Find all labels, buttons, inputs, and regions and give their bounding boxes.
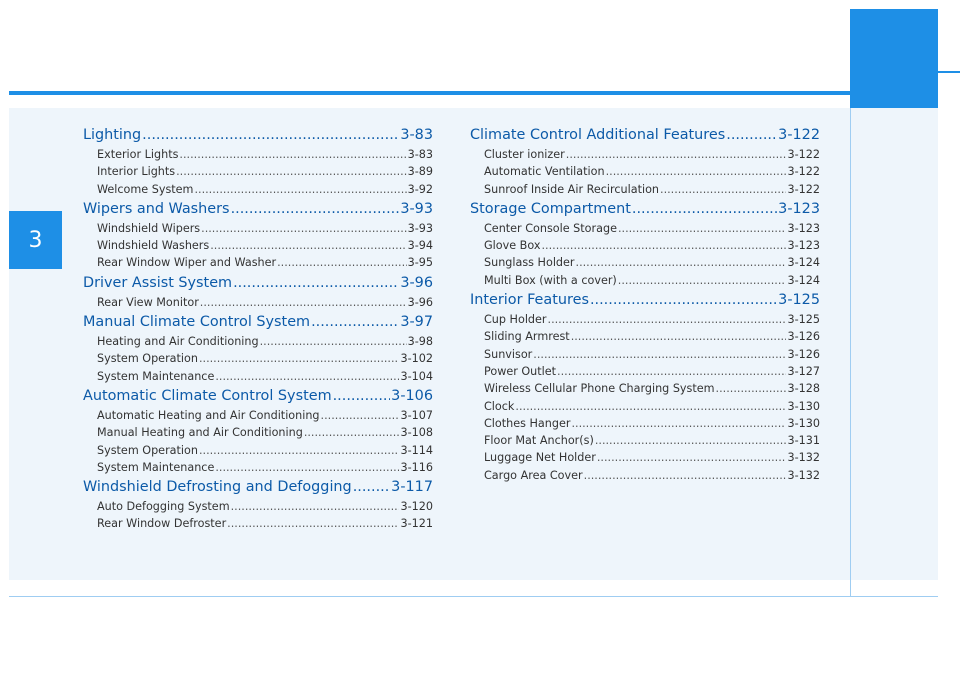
toc-subsection-entry[interactable] (83, 254, 433, 271)
toc-entry-title: Clothes Hanger (484, 416, 571, 430)
toc-subsection-entry[interactable] (470, 449, 820, 466)
toc-entry-page: 3-102 (400, 352, 433, 366)
dot-leader (576, 254, 787, 271)
toc-subsection-entry[interactable] (83, 368, 433, 385)
toc-entry-title: Rear Window Defroster (97, 517, 227, 531)
toc-entry-title: Cup Holder (484, 313, 547, 327)
toc-entry-title: Windshield Washers (97, 239, 210, 253)
toc-entry-title: Sunvisor (484, 347, 533, 361)
toc-entry-title: System Maintenance (97, 369, 215, 383)
toc-subsection-entry[interactable] (470, 380, 820, 397)
toc-entry-title: Rear View Monitor (97, 295, 199, 309)
toc-entry-page: 3-124 (787, 256, 820, 270)
toc-section-entry[interactable] (470, 124, 820, 146)
toc-entry-title: Exterior Lights (97, 148, 179, 161)
dot-leader (618, 220, 787, 237)
dot-leader (142, 124, 399, 146)
dot-leader (595, 432, 787, 449)
toc-subsection-entry[interactable] (470, 272, 820, 289)
toc-entry-page: 3-122 (787, 182, 820, 196)
dot-leader (660, 181, 786, 198)
toc-entry-title: Automatic Ventilation (484, 165, 605, 179)
toc-entry-page: 3-130 (787, 399, 820, 413)
toc-entry-title: System Operation (97, 443, 198, 457)
dot-leader (557, 363, 786, 380)
toc-entry-title: System Operation (97, 352, 198, 366)
toc-subsection-entry[interactable] (470, 346, 820, 363)
toc-entry-page: 3-106 (391, 387, 433, 404)
toc-entry-page: 3-125 (778, 292, 820, 309)
toc-entry-title: Cargo Area Cover (484, 468, 583, 482)
dot-leader (541, 237, 786, 254)
toc-subsection-entry[interactable] (83, 146, 433, 163)
dot-leader (210, 237, 406, 254)
dot-leader (176, 163, 406, 180)
toc-entry-page: 3-83 (407, 148, 433, 161)
toc-subsection-entry[interactable] (470, 328, 820, 345)
toc-section-entry[interactable] (470, 198, 820, 220)
dot-leader (200, 294, 407, 311)
dot-leader (227, 515, 399, 532)
dot-leader (606, 163, 787, 180)
toc-entry-page: 3-123 (787, 221, 820, 235)
toc-entry-page: 3-83 (400, 127, 433, 143)
toc-entry-title: Rear Window Wiper and Washer (97, 256, 277, 270)
dot-leader (515, 398, 786, 415)
toc-subsection-entry[interactable] (470, 254, 820, 271)
toc-entry-title: System Maintenance (97, 460, 215, 474)
toc-entry-title: Wipers and Washers (83, 200, 230, 217)
margin-divider (850, 108, 851, 596)
header-rule (9, 91, 850, 95)
toc-section-entry[interactable] (83, 476, 433, 498)
toc-entry-page: 3-127 (787, 364, 820, 378)
dot-leader (571, 328, 787, 345)
toc-entry-title: Storage Compartment (470, 200, 631, 217)
toc-entry-title: Heating and Air Conditioning (97, 335, 259, 349)
toc-entry-title: Floor Mat Anchor(s) (484, 434, 594, 448)
toc-entry-title: Center Console Storage (484, 221, 617, 235)
toc-entry-page: 3-108 (400, 426, 433, 440)
toc-entry-page: 3-96 (400, 274, 433, 291)
toc-subsection-entry[interactable] (83, 163, 433, 180)
toc-subsection-entry[interactable] (470, 398, 820, 415)
dot-leader (215, 459, 399, 476)
toc-entry-title: Sliding Armrest (484, 330, 570, 344)
toc-section-entry[interactable] (83, 385, 433, 407)
dot-leader (566, 146, 787, 163)
toc-entry-page: 3-92 (407, 182, 433, 196)
dot-leader (231, 498, 400, 515)
dot-leader (590, 289, 777, 311)
dot-leader (716, 380, 787, 397)
toc-entry-title: Windshield Wipers (97, 221, 201, 235)
dot-leader (618, 272, 787, 289)
header-rule-right (850, 71, 960, 73)
toc-entry-page: 3-96 (407, 295, 433, 309)
toc-subsection-entry[interactable] (470, 467, 820, 484)
toc-section-entry[interactable] (83, 124, 433, 146)
toc-entry-page: 3-125 (787, 313, 820, 327)
toc-subsection-entry[interactable] (83, 424, 433, 441)
dot-leader (726, 124, 777, 146)
toc-entry-page: 3-114 (400, 443, 433, 457)
dot-leader (632, 198, 777, 220)
toc-subsection-entry[interactable] (470, 163, 820, 180)
toc-entry-title: Sunroof Inside Air Recirculation (484, 182, 660, 196)
toc-section-entry[interactable] (83, 198, 433, 220)
toc-entry-page: 3-94 (407, 239, 433, 253)
dot-leader (260, 333, 407, 350)
dot-leader (215, 368, 399, 385)
toc-entry-page: 3-107 (400, 408, 433, 422)
toc-subsection-entry[interactable] (470, 311, 820, 328)
toc-entry-page: 3-121 (400, 517, 433, 531)
dot-leader (199, 350, 400, 367)
toc-entry-title: Driver Assist System (83, 274, 233, 291)
toc-entry-page: 3-117 (391, 479, 433, 496)
dot-leader (179, 146, 406, 163)
toc-entry-page: 3-93 (400, 200, 433, 217)
toc-subsection-entry[interactable] (83, 515, 433, 532)
toc-entry-title: Power Outlet (484, 364, 557, 378)
toc-subsection-entry[interactable] (83, 294, 433, 311)
toc-entry-page: 3-132 (787, 468, 820, 482)
dot-leader (353, 476, 390, 498)
toc-entry-page: 3-124 (787, 273, 820, 287)
dot-leader (321, 407, 400, 424)
dot-leader (201, 220, 406, 237)
toc-entry-title: Manual Heating and Air Conditioning (97, 426, 303, 440)
toc-entry-page: 3-98 (407, 335, 433, 349)
toc-entry-page: 3-132 (787, 451, 820, 465)
toc-entry-title: Interior Features (470, 292, 589, 309)
toc-entry-title: Lighting (83, 127, 142, 143)
toc-entry-title: Clock (484, 399, 515, 413)
toc-column-left (83, 124, 433, 533)
toc-entry-page: 3-122 (787, 165, 820, 179)
toc-subsection-entry[interactable] (470, 363, 820, 380)
dot-leader (548, 311, 787, 328)
toc-entry-page: 3-120 (400, 500, 433, 514)
toc-entry-page: 3-116 (400, 460, 433, 474)
dot-leader (277, 254, 407, 271)
toc-subsection-entry[interactable] (83, 407, 433, 424)
toc-entry-page: 3-126 (787, 347, 820, 361)
toc-entry-title: Automatic Climate Control System (83, 387, 332, 404)
toc-entry-title: Auto Defogging System (97, 500, 230, 514)
dot-leader (533, 346, 786, 363)
dot-leader (199, 442, 400, 459)
toc-subsection-entry[interactable] (83, 181, 433, 198)
toc-entry-title: Climate Control Additional Features (470, 127, 726, 143)
toc-entry-page: 3-104 (400, 369, 433, 383)
dot-leader (311, 311, 399, 333)
toc-subsection-entry[interactable] (83, 498, 433, 515)
dot-leader (571, 415, 786, 432)
toc-entry-page: 3-89 (407, 165, 433, 179)
dot-leader (194, 181, 406, 198)
toc-entry-page: 3-122 (787, 148, 820, 161)
toc-subsection-entry[interactable] (470, 220, 820, 237)
toc-section-entry[interactable] (470, 289, 820, 311)
dot-leader (333, 385, 391, 407)
toc-subsection-entry[interactable] (470, 146, 820, 163)
toc-entry-title: Glove Box (484, 239, 541, 253)
toc-subsection-entry[interactable] (83, 350, 433, 367)
toc-entry-title: Multi Box (with a cover) (484, 273, 617, 287)
toc-entry-page: 3-122 (778, 127, 820, 143)
toc-entry-page: 3-95 (407, 256, 433, 270)
toc-entry-title: Manual Climate Control System (83, 314, 311, 331)
toc-section-entry[interactable] (83, 272, 433, 294)
corner-accent-block (850, 9, 938, 108)
toc-entry-title: Interior Lights (97, 165, 176, 179)
toc-entry-page: 3-128 (787, 382, 820, 396)
toc-subsection-entry[interactable] (470, 181, 820, 198)
footer-rule (9, 596, 938, 597)
toc-entry-page: 3-130 (787, 416, 820, 430)
dot-leader (304, 424, 400, 441)
toc-section-entry[interactable] (83, 311, 433, 333)
toc-subsection-entry[interactable] (83, 459, 433, 476)
toc-entry-title: Wireless Cellular Phone Charging System (484, 382, 715, 396)
toc-entry-page: 3-131 (787, 434, 820, 448)
toc-entry-title: Cluster ionizer (484, 148, 565, 161)
toc-entry-title: Sunglass Holder (484, 256, 575, 270)
toc-subsection-entry[interactable] (83, 333, 433, 350)
toc-entry-title: Luggage Net Holder (484, 451, 596, 465)
toc-entry-title: Welcome System (97, 182, 194, 196)
toc-entry-page: 3-93 (407, 221, 433, 235)
toc-subsection-entry[interactable] (470, 415, 820, 432)
toc-entry-page: 3-126 (787, 330, 820, 344)
toc-subsection-entry[interactable] (83, 237, 433, 254)
toc-entry-title: Automatic Heating and Air Conditioning (97, 408, 320, 422)
toc-entry-page: 3-123 (778, 200, 820, 217)
dot-leader (584, 467, 787, 484)
toc-entry-page: 3-97 (400, 314, 433, 331)
dot-leader (231, 198, 400, 220)
dot-leader (233, 272, 399, 294)
toc-entry-page: 3-123 (787, 239, 820, 253)
dot-leader (597, 449, 787, 466)
toc-subsection-entry[interactable] (83, 220, 433, 237)
toc-entry-title: Windshield Defrosting and Defogging (83, 479, 352, 496)
toc-subsection-entry[interactable] (470, 237, 820, 254)
toc-subsection-entry[interactable] (470, 432, 820, 449)
toc-column-right (470, 124, 820, 484)
chapter-tab[interactable]: 3 (9, 211, 62, 269)
toc-subsection-entry[interactable] (83, 442, 433, 459)
